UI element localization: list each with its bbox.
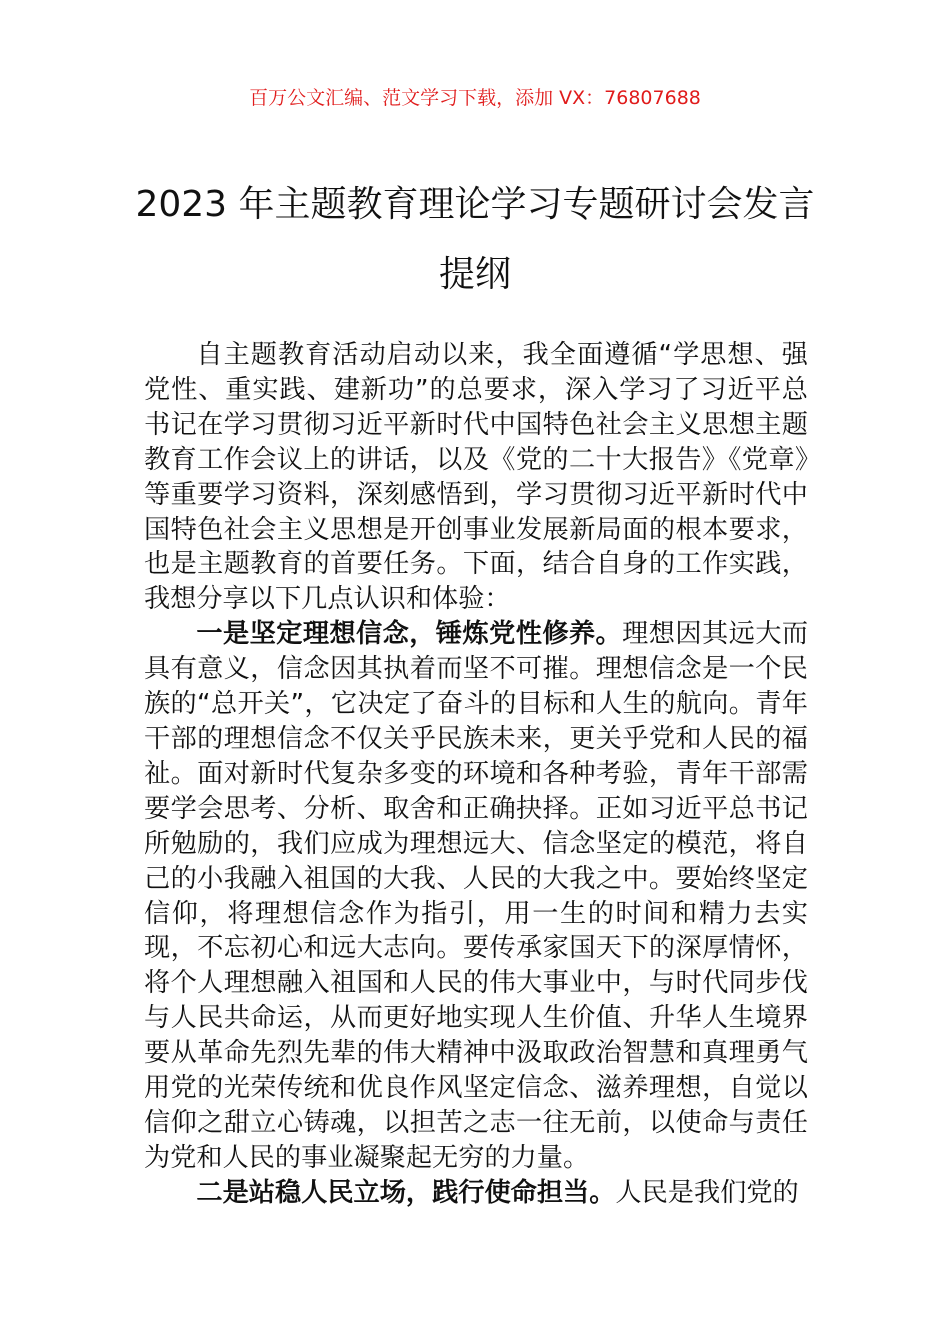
- paragraph-intro: [144, 338, 808, 617]
- paragraph-text: 自主题教育活动启动以来，我全面遵循“学思想、强党性、重实践、建新功”的总要求，深入学习了习近平总书记在学习贯彻习近平新时代中国特色社会主义思想主题教育工作会议上的讲话，以及《党的二十大报告》《党章》等重要学习资料，深刻感悟到，学习贯彻习近平新时代中国特色社会主义思想是开创事业发展新局面的根本要求，也是主题教育的首要任务。下面，结合自身的工作实践，我想分享以下几点认识和体验：: [144, 340, 808, 615]
- document-body: [144, 338, 808, 1211]
- paragraph-point-two: [144, 1176, 808, 1211]
- paragraph-text: 人民是我们党的: [615, 1177, 799, 1208]
- watermark-banner: 百万公文汇编、范文学习下载，添加 VX：76807688: [249, 87, 701, 109]
- paragraph-text: 理想因其远大而具有意义，信念因其执着而坚不可摧。理想信念是一个民族的“总开关”，它决定了奋斗的目标和人生的航向。青年干部的理想信念不仅关乎民族未来，更关乎党和人民的福祉。面对新时代复杂多变的环境和各种考验，青年干部需要学会思考、分析、取舍和正确抉择。正如习近平总书记所勉励的，我们应成为理想远大、信念坚定的模范，将自己的小我融入祖国的大我、人民的大我之中。要始终坚定信仰，将理想信念作为指引，用一生的时间和精力去实现，不忘初心和远大志向。要传承家国天下的深厚情怀，将个人理想融入祖国和人民的伟大事业中，与时代同步伐与人民共命运，从而更好地实现人生价值、升华人生境界要从革命先烈先辈的伟大精神中汲取政治智慧和真理勇气用党的光荣传统和优良作风坚定信念、滋养理想，自觉以信仰之甜立心铸魂，以担苦之志一往无前，以使命与责任为党和人民的事业凝聚起无穷的力量。: [144, 619, 809, 1173]
- document-title: 2023 年主题教育理论学习专题研讨会发言提纲: [135, 184, 815, 295]
- paragraph-lead-heading: 一是坚定理想信念，锤炼党性修养。: [196, 619, 623, 650]
- paragraph-lead-heading: 二是站稳人民立场，践行使命担当。: [196, 1177, 616, 1208]
- paragraph-point-one: [144, 617, 808, 1176]
